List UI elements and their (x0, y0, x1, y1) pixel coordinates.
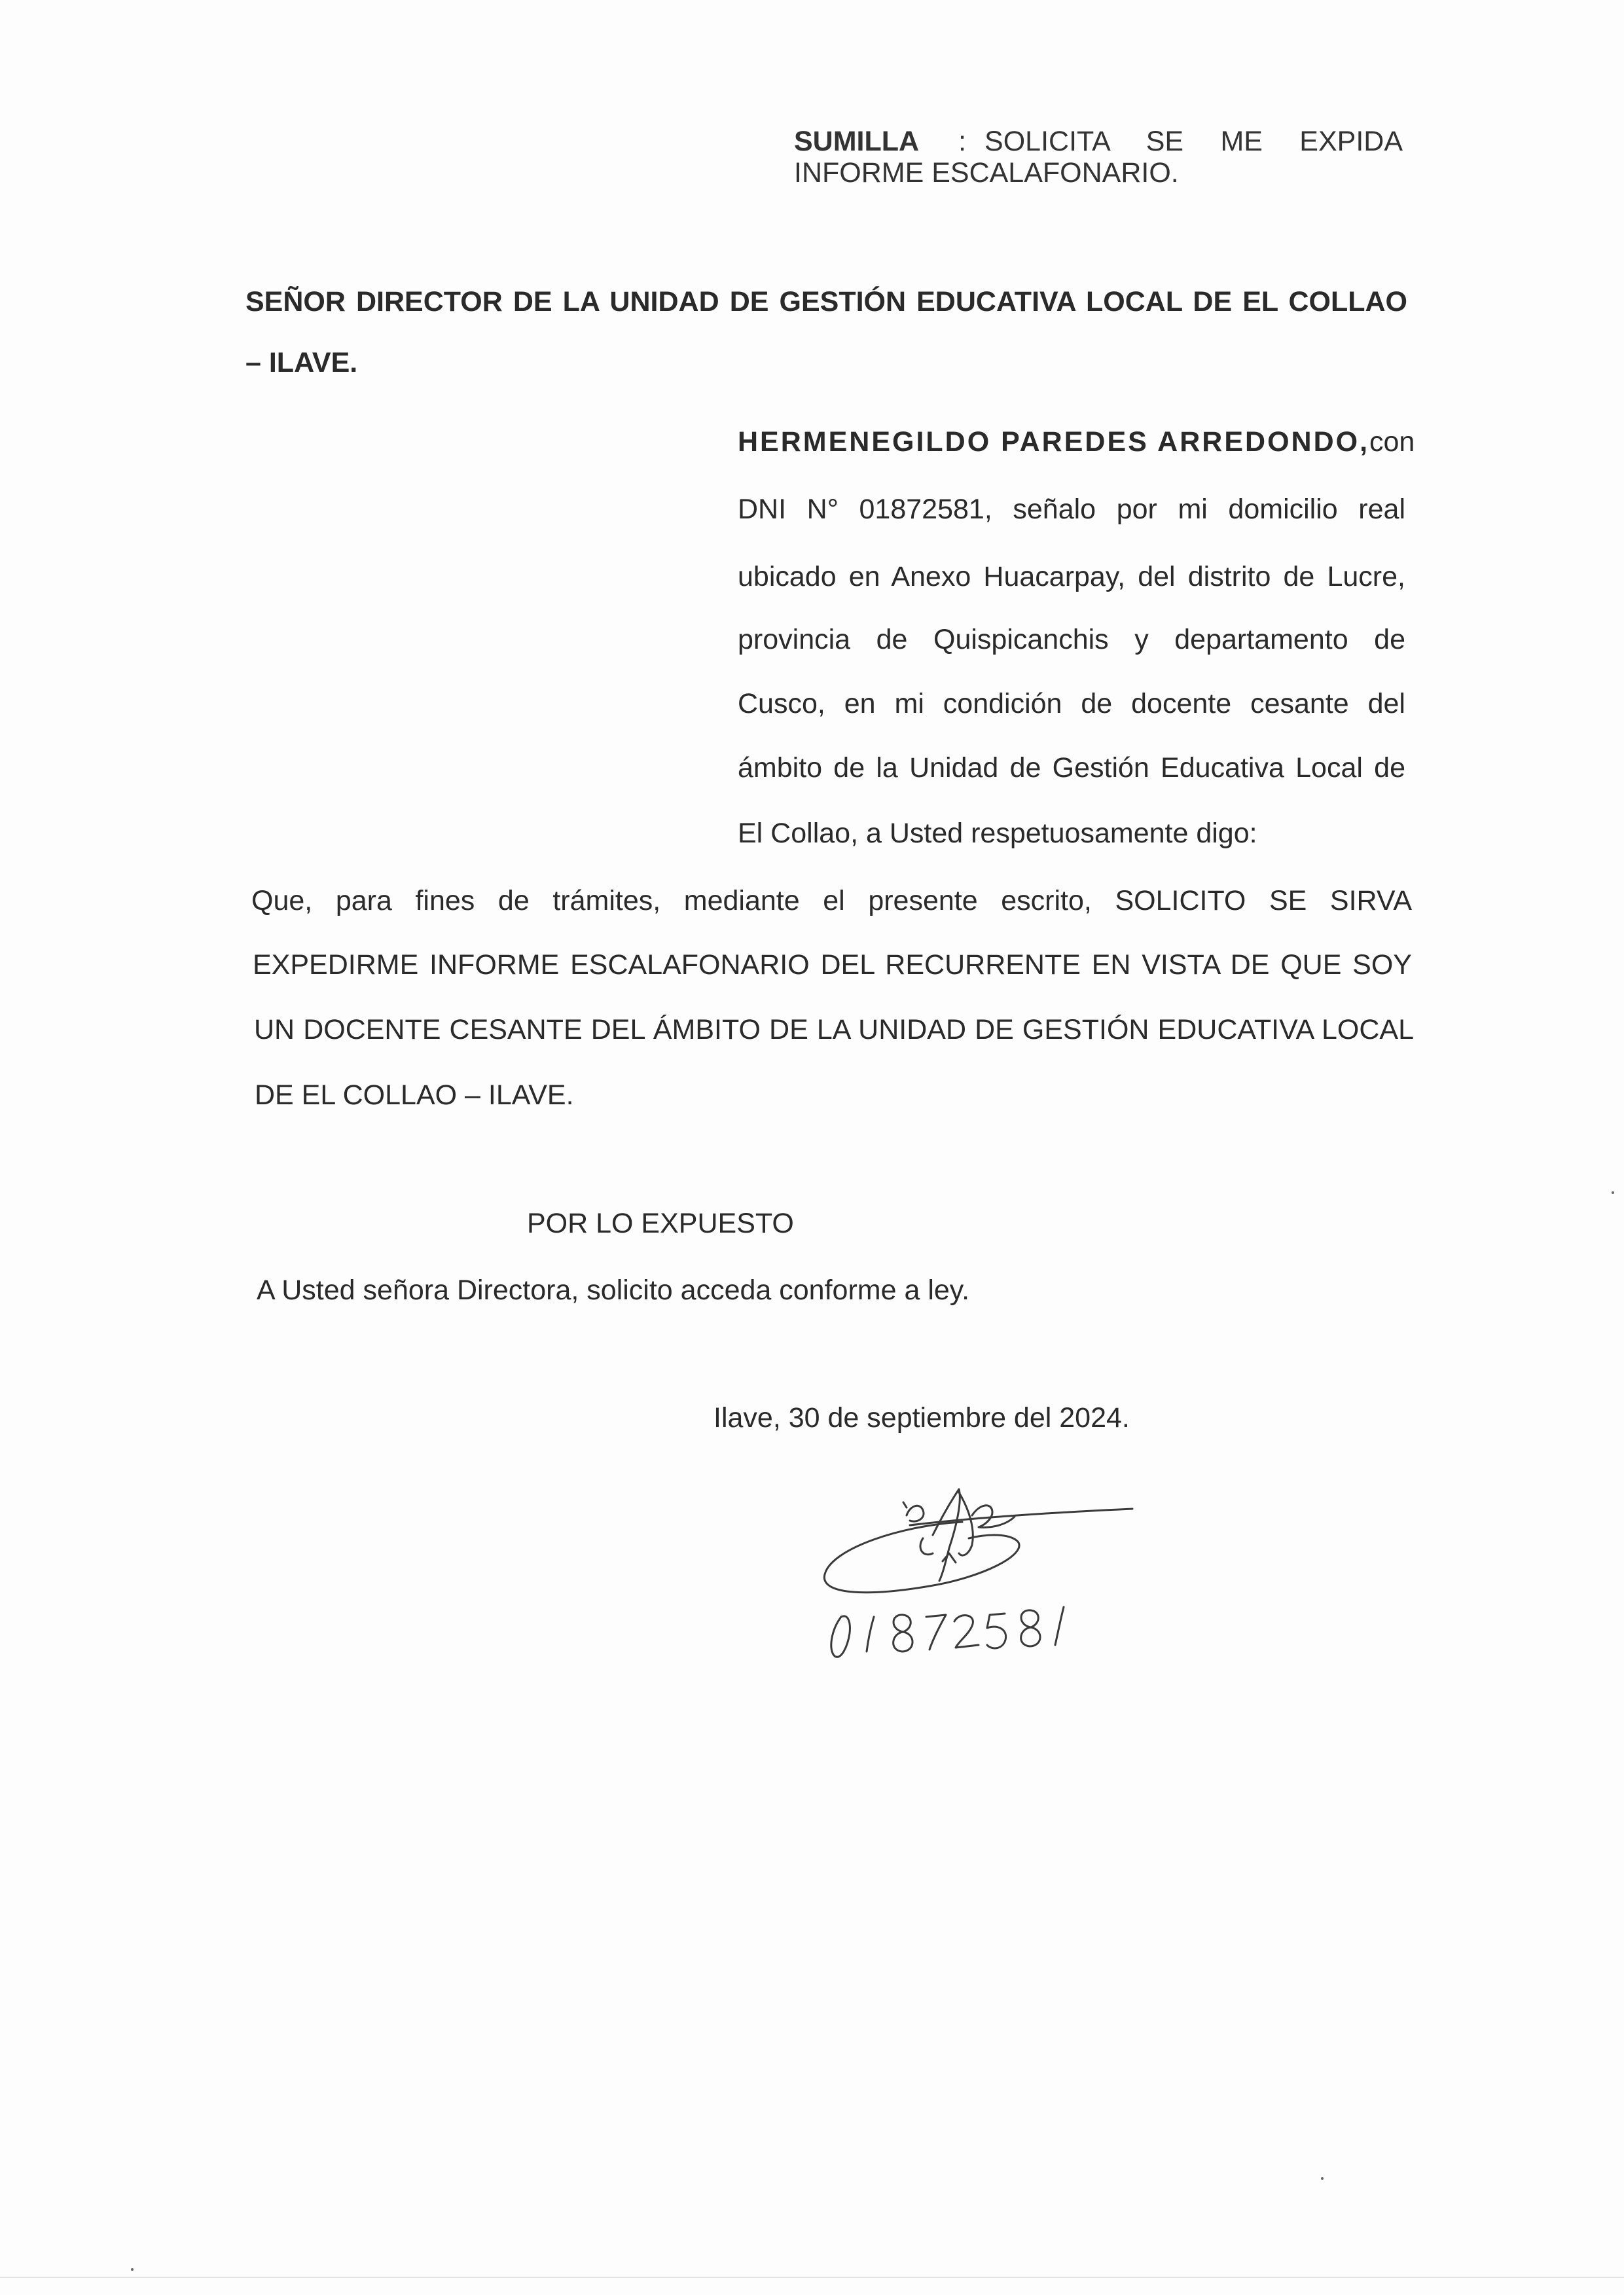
addressee-line-1: SEÑOR DIRECTOR DE LA UNIDAD DE GESTIÓN EDUCATIVA LOCAL DE EL COLLAO (245, 286, 1407, 317)
intro-line-5: Cusco, en mi condición de docente cesante del (738, 688, 1405, 719)
date-line: Ilave, 30 de septiembre del 2024. (713, 1402, 1130, 1434)
sumilla-label: SUMILLA (794, 126, 920, 157)
body-line-1: Que, para fines de trámites, mediante el presente escrito, SOLICITO SE SIRVA (251, 885, 1412, 916)
applicant-name: HERMENEGILDO PAREDES ARREDONDO, (738, 426, 1370, 458)
body-line-4: DE EL COLLAO – ILAVE. (255, 1079, 574, 1111)
intro-line-7: El Collao, a Usted respetuosamente digo: (738, 818, 1257, 849)
addressee-line-2: – ILAVE. (245, 347, 358, 378)
sumilla-line-1 (794, 128, 1403, 156)
scan-speck (131, 2268, 134, 2271)
body-line-3: UN DOCENTE CESANTE DEL ÁMBITO DE LA UNIDAD DE GESTIÓN EDUCATIVA LOCAL (254, 1014, 1414, 1045)
scan-speck (1321, 2177, 1324, 2180)
sumilla-text-1: SOLICITA SE ME EXPIDA (984, 126, 1403, 157)
intro-line-1 (738, 426, 1415, 458)
closing-request: A Usted señora Directora, solicito acceda conforme a ley. (257, 1274, 970, 1306)
intro-line-1-rest: con (1369, 426, 1415, 458)
intro-line-4: provincia de Quispicanchis y departamento de (738, 624, 1405, 655)
sumilla-separator: : (958, 126, 967, 157)
intro-line-6: ámbito de la Unidad de Gestión Educativa Local de (738, 752, 1405, 784)
scan-speck (1612, 1191, 1614, 1194)
intro-line-2: DNI N° 01872581, señalo por mi domicilio real (738, 494, 1405, 525)
scan-edge-line (0, 2277, 1624, 2278)
sumilla-line-2: INFORME ESCALAFONARIO. (794, 157, 1179, 189)
por-lo-expuesto: POR LO EXPUESTO (527, 1208, 794, 1239)
intro-line-3: ubicado en Anexo Huacarpay, del distrito de Lucre, (738, 561, 1405, 592)
body-line-2: EXPEDIRME INFORME ESCALAFONARIO DEL RECURRENTE EN VISTA DE QUE SOY (253, 949, 1412, 981)
handwritten-signature (812, 1476, 1152, 1672)
